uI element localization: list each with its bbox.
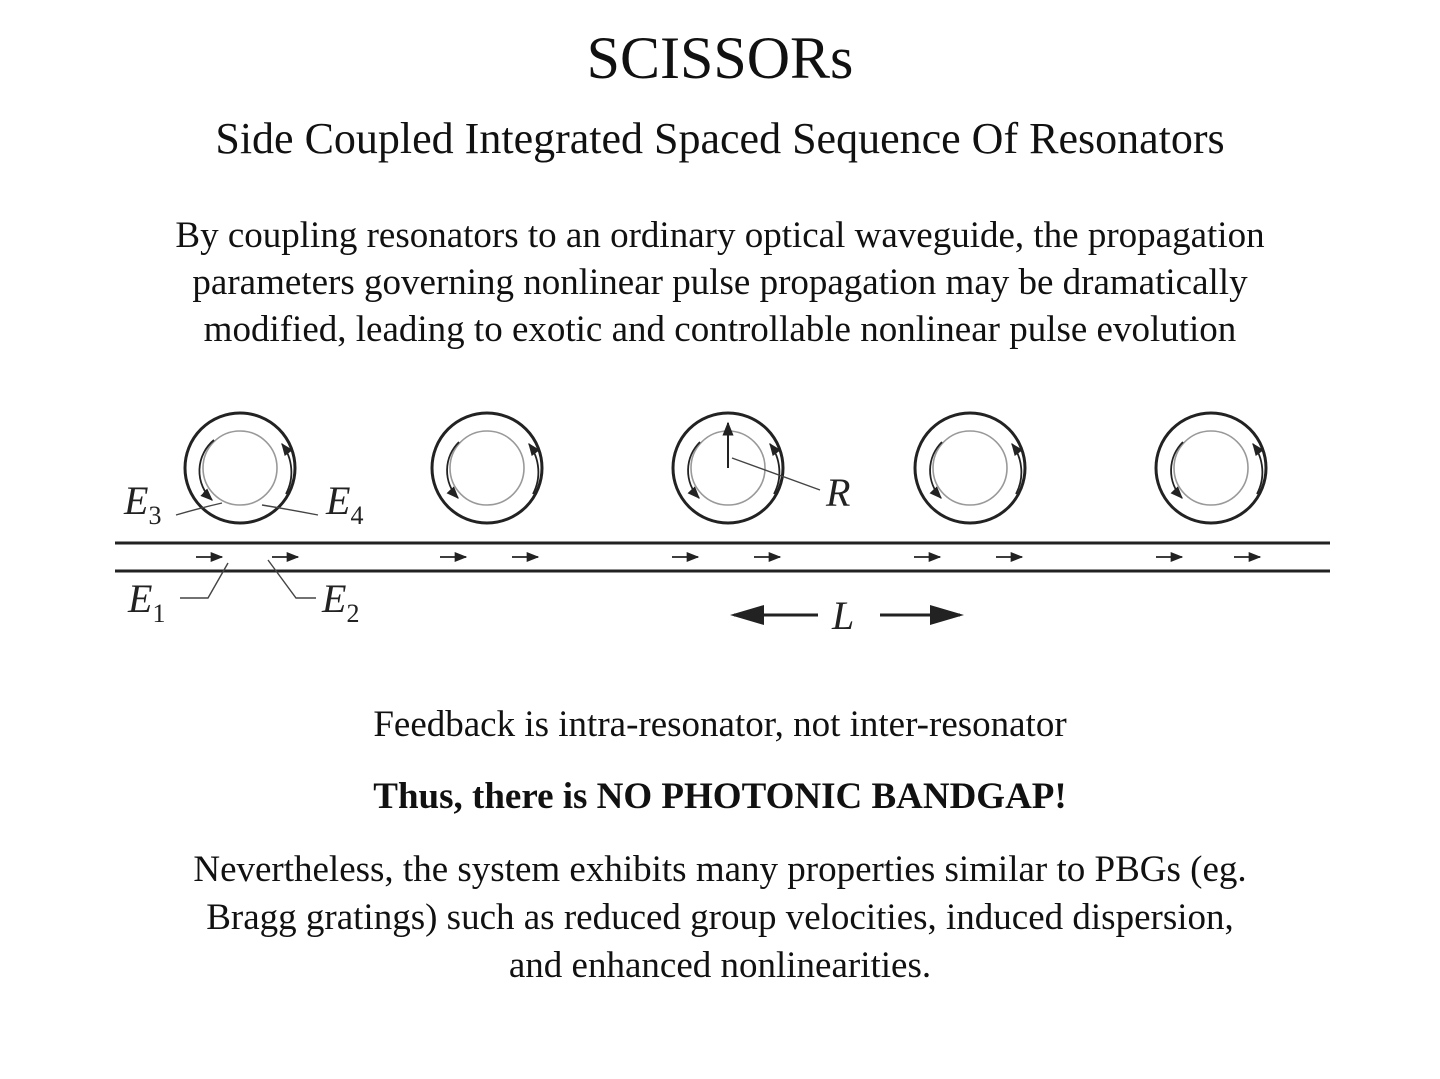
conclusion-line: and enhanced nonlinearities. bbox=[508, 945, 932, 986]
feedback-statement: Feedback is intra-resonator, not inter-resonator bbox=[373, 704, 1067, 745]
bandgap-statement: Thus, there is NO PHOTONIC BANDGAP! bbox=[373, 776, 1067, 817]
scissor-diagram bbox=[0, 390, 1440, 670]
intro-line: By coupling resonators to an ordinary optical waveguide, the propagation bbox=[175, 215, 1265, 256]
slide-title: SCISSORs bbox=[586, 25, 854, 91]
intro-paragraph bbox=[100, 212, 1340, 353]
conclusion-line: Nevertheless, the system exhibits many properties similar to PBGs (eg. bbox=[193, 849, 1247, 890]
field-label-e4: $E_4$ bbox=[326, 478, 364, 530]
ring-resonator bbox=[185, 413, 295, 523]
ring-resonator bbox=[432, 413, 542, 523]
conclusion-line: Bragg gratings) such as reduced group velocities, induced dispersion, bbox=[206, 897, 1234, 938]
ring-resonator bbox=[915, 413, 1025, 523]
ring-resonator bbox=[673, 413, 820, 523]
field-leader-lines bbox=[176, 503, 318, 598]
field-label-e2: $E_2$ bbox=[322, 576, 360, 628]
radius-label: R bbox=[826, 470, 851, 515]
ring-resonator bbox=[1156, 413, 1266, 523]
spacing-indicator bbox=[730, 593, 964, 638]
radius-leader-line bbox=[732, 458, 820, 490]
conclusion-paragraph bbox=[100, 846, 1340, 990]
spacing-label: L bbox=[832, 593, 855, 638]
intro-line: parameters governing nonlinear pulse propagation may be dramatically bbox=[192, 262, 1248, 303]
field-label-e1: $E_1$ bbox=[128, 576, 166, 628]
slide-subtitle: Side Coupled Integrated Spaced Sequence Of Resonators bbox=[215, 114, 1225, 163]
field-label-e3: $E_3$ bbox=[124, 478, 162, 530]
intro-line: modified, leading to exotic and controllable nonlinear pulse evolution bbox=[203, 309, 1237, 350]
